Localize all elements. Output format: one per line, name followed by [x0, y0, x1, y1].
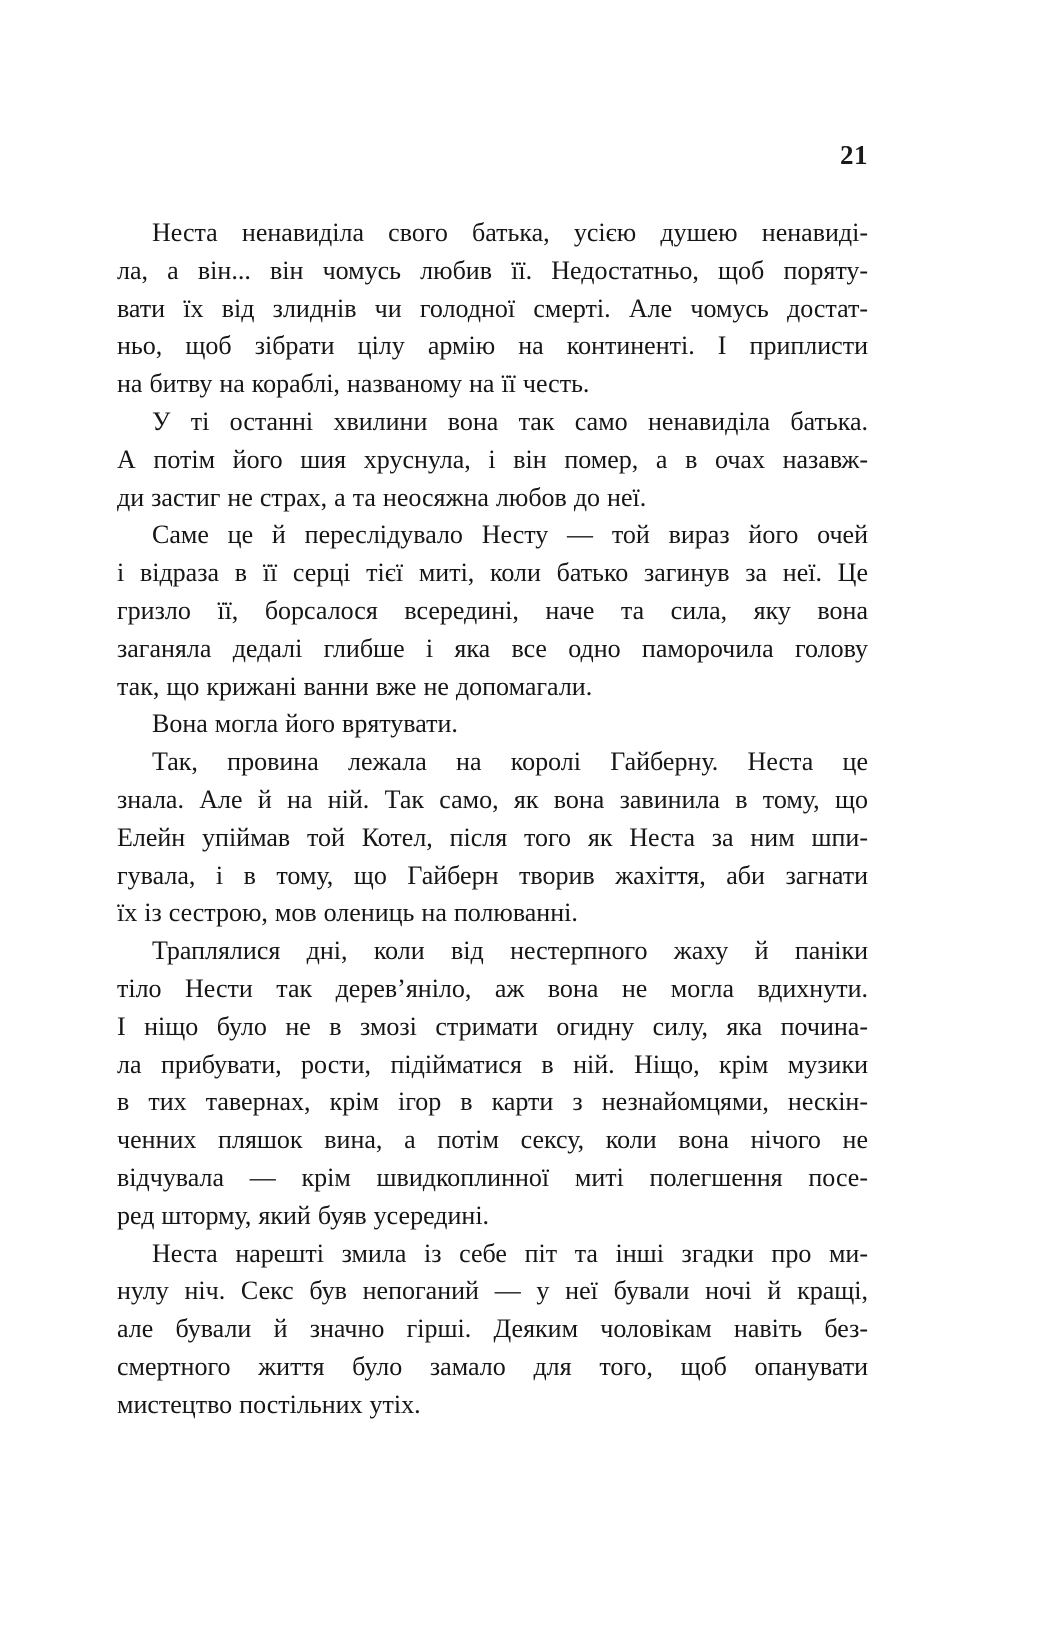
paragraph	[117, 214, 868, 403]
text-line: Неста нарешті змила із себе піт та інші згадки про ми-	[152, 1238, 868, 1268]
text-line: Траплялися дні, коли від нестерпного жаху й паніки	[152, 936, 868, 966]
text-line: І ніщо було не в змозі стримати огидну силу, яка почина-	[117, 1011, 868, 1041]
text-line: ченних пляшок вина, а потім сексу, коли вона нічого не	[117, 1125, 868, 1155]
paragraph	[117, 932, 868, 1234]
body-text	[117, 214, 868, 1424]
paragraph	[117, 1235, 868, 1424]
text-line: на битву на кораблі, названому на її честь.	[117, 369, 590, 399]
paragraph	[117, 743, 868, 932]
text-line: ньо, щоб зібрати цілу армію на континенті. І приплисти	[117, 331, 868, 361]
text-line: Так, провина лежала на королі Гайберну. Неста це	[152, 747, 868, 777]
text-line: ди застиг не страх, а та неосяжна любов до неї.	[117, 482, 647, 512]
text-line: їх із сестрою, мов олениць на полюванні.	[117, 898, 578, 928]
text-line: але бували й значно гірші. Деяким чоловікам навіть без-	[117, 1314, 868, 1344]
text-line: мистецтво постільних утіх.	[117, 1389, 421, 1419]
paragraph	[117, 403, 868, 516]
text-line: гризло її, борсалося всередині, наче та сила, яку вона	[117, 595, 868, 625]
page-number: 21	[840, 140, 868, 170]
text-line: нулу ніч. Секс був непоганий — у неї бували ночі й кращі,	[117, 1276, 868, 1306]
paragraph	[117, 705, 868, 743]
text-line: Неста ненавиділа свого батька, усією душею ненавиді-	[152, 218, 868, 247]
text-line: Саме це й переслідувало Несту — той вираз його очей	[152, 520, 868, 550]
text-line: заганяла дедалі глибше і яка все одно паморочила голову	[117, 633, 868, 663]
text-line: тіло Нести так дерев’яніло, аж вона не могла вдихнути.	[117, 973, 868, 1003]
text-line: так, що крижані ванни вже не допомагали.	[117, 671, 593, 701]
text-line: і відраза в її серці тієї миті, коли батько загинув за неї. Це	[117, 558, 868, 588]
text-line: У ті останні хвилини вона так само ненавиділа батька.	[152, 406, 868, 436]
text-line: в тих тавернах, крім ігор в карти з незнайомцями, нескін-	[117, 1087, 868, 1117]
text-line: смертного життя було замало для того, щоб опанувати	[117, 1351, 868, 1381]
text-line: Вона могла його врятувати.	[152, 709, 458, 739]
text-line: ла, а він... він чомусь любив її. Недостатньо, щоб поряту-	[117, 255, 868, 285]
text-line: гувала, і в тому, що Гайберн творив жахіття, аби загнати	[117, 860, 868, 890]
text-line: знала. Але й на ній. Так само, як вона завинила в тому, що	[117, 784, 868, 814]
text-line: відчувала — крім швидкоплинної миті полегшення посе-	[117, 1162, 868, 1192]
paragraph	[117, 516, 868, 705]
text-line: вати їх від злиднів чи голодної смерті. Але чомусь достат-	[117, 293, 868, 323]
text-line: Елейн упіймав той Котел, після того як Неста за ним шпи-	[117, 822, 868, 852]
text-line: ла прибувати, рости, підійматися в ній. Ніщо, крім музики	[117, 1049, 868, 1079]
text-line: ред шторму, який буяв усередині.	[117, 1200, 490, 1230]
text-line: А потім його шия хруснула, і він помер, а в очах назавж-	[117, 444, 868, 474]
